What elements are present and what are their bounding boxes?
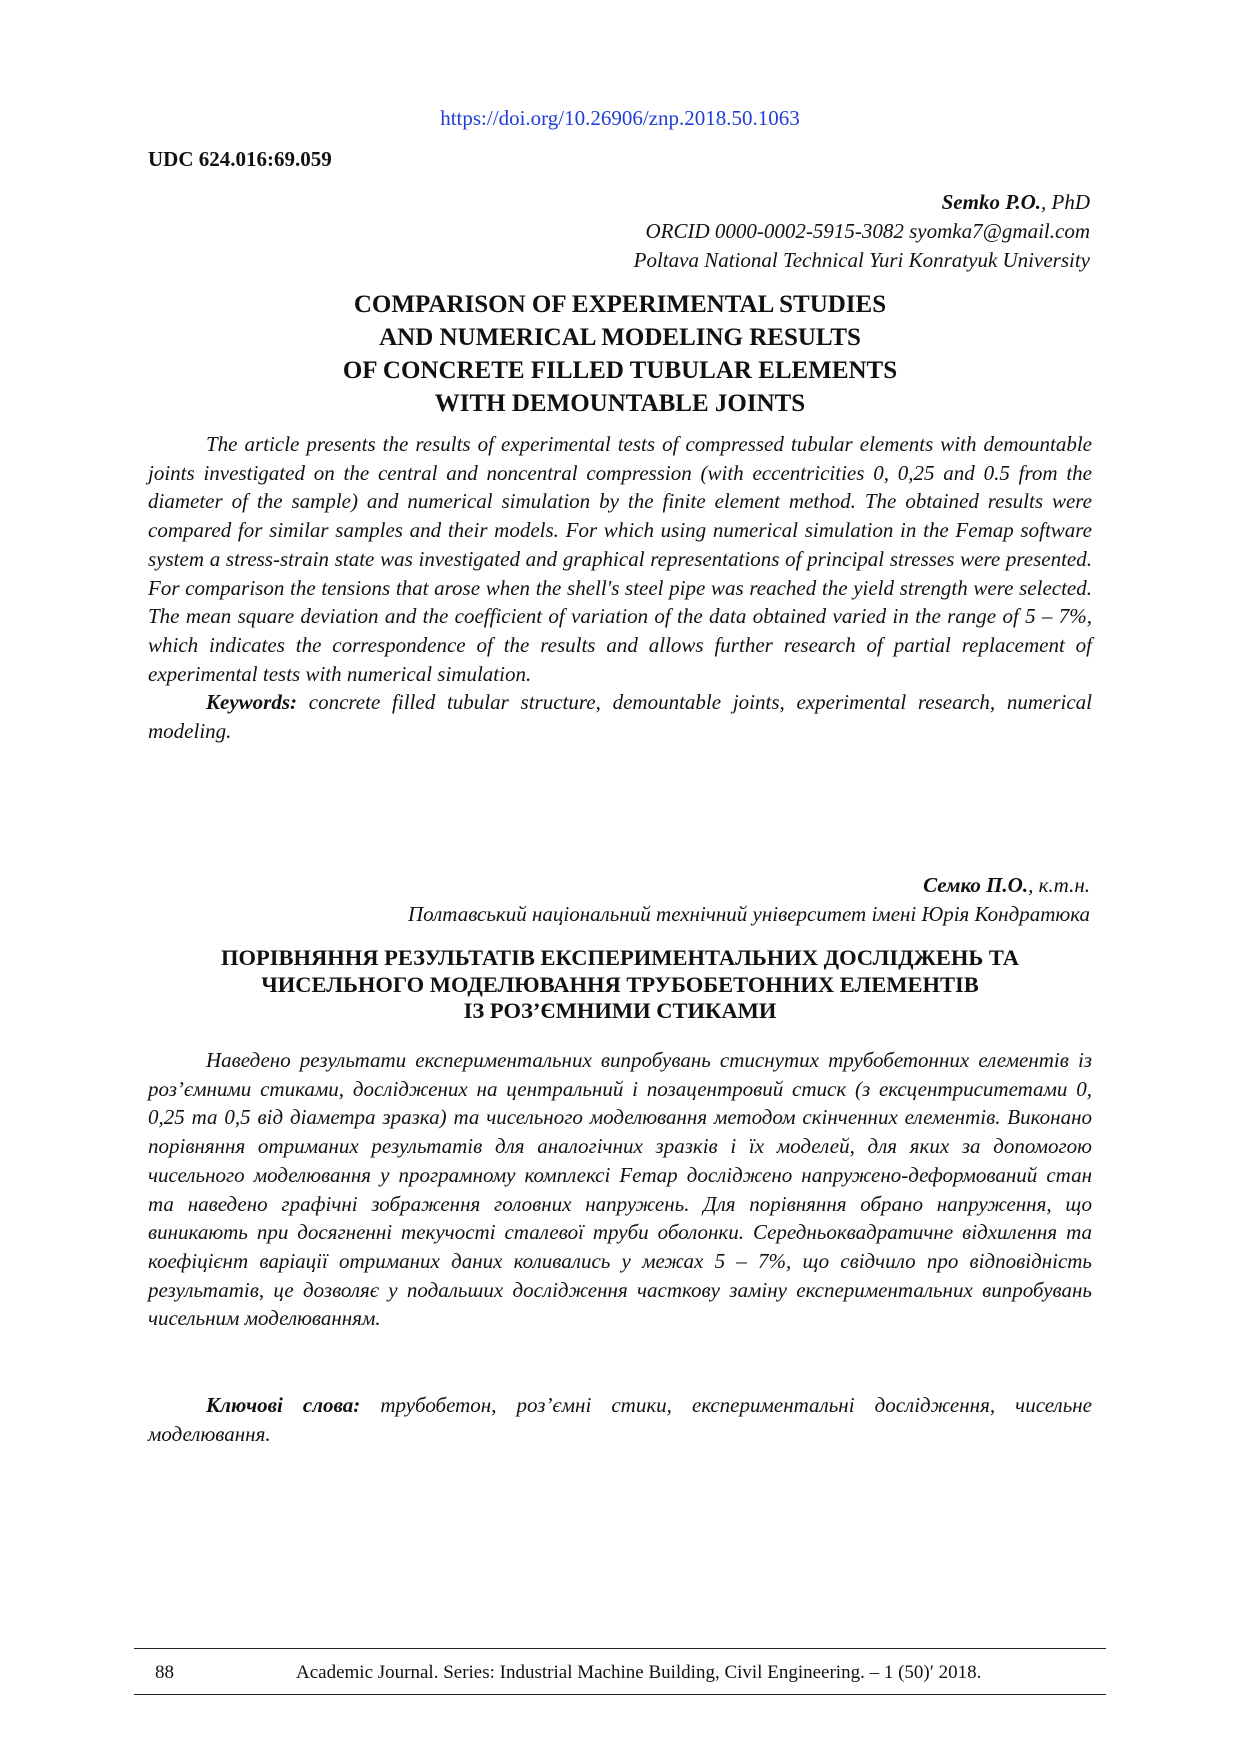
udc-code: UDC 624.016:69.059	[148, 147, 332, 171]
author-en-degree: , PhD	[1041, 190, 1090, 214]
author-uk-affiliation: Полтавський національний технічний університет імені Юрія Кондратюка	[407, 902, 1090, 926]
title-uk	[150, 945, 1090, 1025]
author-en-orcid-email: ORCID 0000-0002-5915-3082 syomka7@gmail.com	[645, 219, 1090, 243]
author-en-name: Semko P.O.	[941, 190, 1041, 214]
author-uk	[408, 871, 1090, 929]
title-en-line: OF CONCRETE FILLED TUBULAR ELEMENTS	[342, 357, 898, 384]
keywords-uk-text: трубобетон, роз’ємні стики, експериментальні дослідження, чисельне моделювання.	[148, 1393, 1092, 1446]
abstract-uk: Наведено результати експериментальних випробувань стиснутих трубобетонних елементів із роз’ємними стиками, досліджених на центральний і позацентровий стиск (з ексцентриситетами 0, 0,25 та 0,5 від діаметра зразка) та чисельного моделювання методом скінченних елементів. Виконано порівняння отриманих результатів для аналогічних зразків і їх моделей, для яких за допомогою чисельного моделювання у програмному комплексі Femap досліджено напружено-деформований стан та наведено графічні зображення головних напружень. Для порівняння обрано напруження, що виникають при досягненні текучості сталевої труби оболонки. Середньоквадратичне відхилення та коефіцієнт варіації отриманих даних коливались у межах 5 – 7%, що свідчило про відповідність результатів, це дозволяє у подальших дослідження часткову заміну експериментальних випробувань чисельним моделюванням.	[148, 1048, 1092, 1331]
keywords-en-label: Keywords:	[206, 690, 297, 714]
keywords-uk-label: Ключові слова:	[206, 1393, 361, 1417]
footer-top-rule	[134, 1648, 1106, 1649]
journal-footer: Academic Journal. Series: Industrial Machine Building, Civil Engineering. – 1 (50)′ 2018.	[296, 1662, 982, 1683]
author-uk-name: Семко П.О.	[923, 873, 1029, 897]
author-uk-degree: , к.т.н.	[1028, 873, 1090, 897]
keywords-uk	[148, 1391, 1092, 1448]
author-en-line	[634, 188, 1090, 217]
doi-anchor[interactable]: https://doi.org/10.26906/znp.2018.50.1063	[440, 106, 800, 130]
footer-bottom-rule	[134, 1694, 1106, 1695]
abstract-en: The article presents the results of experimental tests of compressed tubular elements with demountable joints investigated on the central and noncentral compression (with eccentricities 0, 0,25 and 0.5 from the diameter of the sample) and numerical simulation by the finite element method. The obtained results were compared for similar samples and their models. For which using numerical simulation in the Femap software system a stress-strain state was investigated and graphical representations of principal stresses were presented. For comparison the tensions that arose when the shell's steel pipe was reached the yield strength were selected. The mean square deviation and the coefficient of variation of the data obtained varied in the range of 5 – 7%, which indicates the correspondence of the results and allows further research of partial replacement of experimental tests with numerical simulation.	[148, 432, 1092, 686]
doi-link[interactable]	[0, 106, 1240, 131]
title-uk-line: ПОРІВНЯННЯ РЕЗУЛЬТАТІВ ЕКСПЕРИМЕНТАЛЬНИХ ДОСЛІДЖЕНЬ ТА	[220, 945, 1020, 970]
title-uk-line: ЧИСЕЛЬНОГО МОДЕЛЮВАННЯ ТРУБОБЕТОННИХ ЕЛЕМЕНТІВ	[261, 971, 979, 997]
title-en	[150, 288, 1090, 420]
keywords-en-text: concrete filled tubular structure, demountable joints, experimental research, numerical modeling.	[148, 690, 1092, 743]
title-en-line: WITH DEMOUNTABLE JOINTS	[434, 390, 806, 417]
title-en-line: AND NUMERICAL MODELING RESULTS	[379, 324, 861, 351]
author-en	[634, 188, 1090, 275]
title-en-line: COMPARISON OF EXPERIMENTAL STUDIES	[353, 291, 887, 318]
page-number: 88	[155, 1662, 174, 1683]
author-en-affiliation: Poltava National Technical Yuri Konratyuk University	[633, 248, 1090, 272]
author-uk-line	[408, 871, 1090, 900]
title-uk-line: ІЗ РОЗ’ЄМНИМИ СТИКАМИ	[463, 998, 777, 1023]
keywords-en	[148, 688, 1092, 745]
